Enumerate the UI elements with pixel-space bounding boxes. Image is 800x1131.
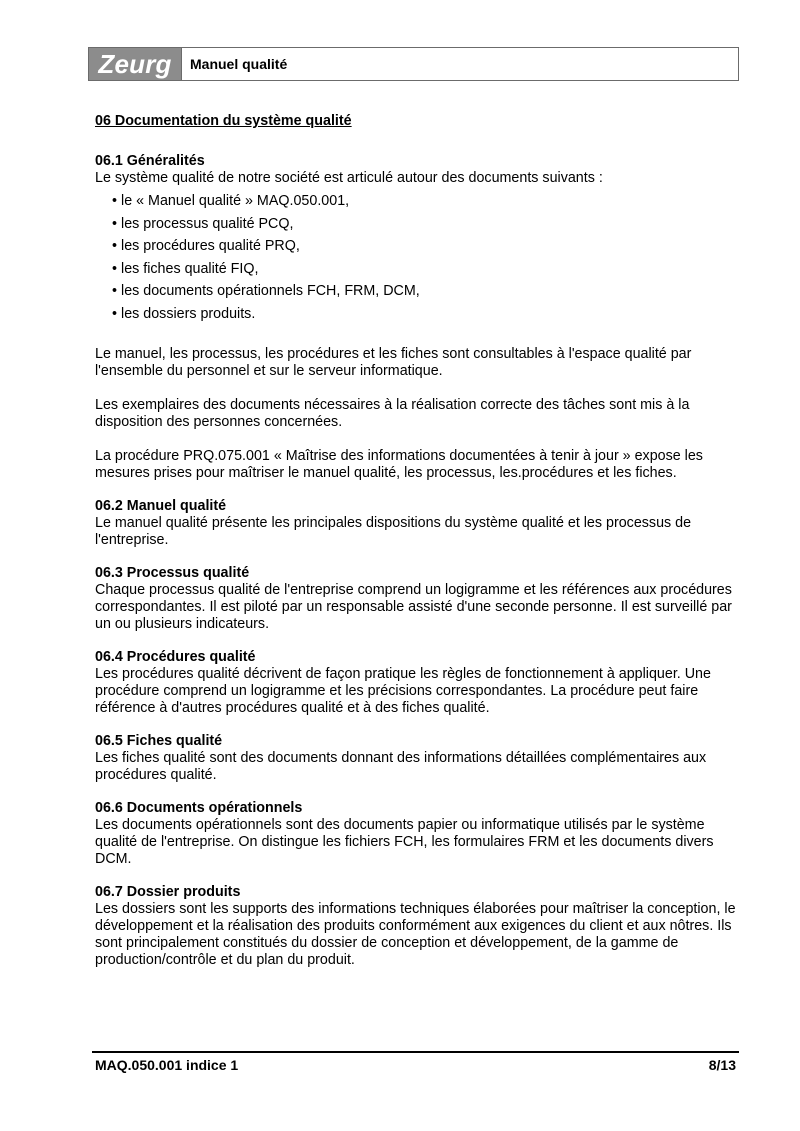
section-title-06-6: 06.6 Documents opérationnels bbox=[95, 800, 303, 816]
list-item: • les dossiers produits. bbox=[112, 303, 745, 326]
section-title-06-2: 06.2 Manuel qualité bbox=[95, 498, 227, 514]
section-title-06-3: 06.3 Processus qualité bbox=[95, 565, 250, 581]
chapter-title: 06 Documentation du système qualité bbox=[95, 113, 352, 129]
list-item: • les fiches qualité FIQ, bbox=[112, 258, 745, 281]
section-intro-06-1: Le système qualité de notre société est articulé autour des documents suivants : bbox=[95, 170, 603, 186]
section-title-06-7: 06.7 Dossier produits bbox=[95, 884, 241, 900]
section-text-06-5: Les fiches qualité sont des documents donnant des informations détaillées complémentaires aux procédures qualité. bbox=[95, 750, 707, 783]
list-item: • les documents opérationnels FCH, FRM, DCM, bbox=[112, 280, 745, 303]
section-text-06-7: Les dossiers sont les supports des informations techniques élaborées pour maîtriser la conception, le développement et la réalisation des produits conformément aux exigences du client et aux nôtres. Ils sont principalement constitués du dossier de conception et développement, de la gamme de production/contrôle et du plan du produit. bbox=[95, 901, 736, 968]
list-item: • les processus qualité PCQ, bbox=[112, 213, 745, 236]
paragraph-procedure-reference: La procédure PRQ.075.001 « Maîtrise des informations documentées à tenir à jour » expose les mesures prises pour maîtriser le manuel qualité, les processus, les.procédures et les fiches. bbox=[95, 448, 703, 481]
section-text-06-3: Chaque processus qualité de l'entreprise comprend un logigramme et les références aux procédures correspondantes. Il est piloté par un responsable assisté d'une seconde personne. Il est surveillé par un ou plusieurs indicateurs. bbox=[95, 582, 732, 632]
section-title-06-1: 06.1 Généralités bbox=[95, 153, 205, 169]
list-item: • les procédures qualité PRQ, bbox=[112, 235, 745, 258]
paragraph-consultation: Le manuel, les processus, les procédures et les fiches sont consultables à l'espace qualité par l'ensemble du personnel et sur le serveur informatique. bbox=[95, 346, 692, 379]
page-number: 8/13 bbox=[708, 1057, 736, 1073]
page-header bbox=[88, 47, 739, 81]
section-title-06-4: 06.4 Procédures qualité bbox=[95, 649, 256, 665]
document-list bbox=[95, 190, 745, 325]
document-reference: MAQ.050.001 indice 1 bbox=[95, 1057, 239, 1073]
section-text-06-4: Les procédures qualité décrivent de façon pratique les règles de fonctionnement à appliquer. Une procédure comprend un logigramme et les précisions correspondantes. La procédure peut faire référence à d'autres procédures qualité et à des fiches qualité. bbox=[95, 666, 711, 716]
section-text-06-2: Le manuel qualité présente les principales dispositions du système qualité et les processus de l'entreprise. bbox=[95, 515, 692, 548]
footer-divider bbox=[92, 1051, 739, 1053]
paragraph-copies: Les exemplaires des documents nécessaires à la réalisation correcte des tâches sont mis à la disposition des personnes concernées. bbox=[95, 397, 690, 430]
list-item: • le « Manuel qualité » MAQ.050.001, bbox=[112, 190, 745, 213]
section-title-06-5: 06.5 Fiches qualité bbox=[95, 733, 223, 749]
document-title: Manuel qualité bbox=[190, 56, 288, 72]
document-body bbox=[95, 113, 745, 969]
company-logo: Zeurg bbox=[89, 48, 182, 80]
section-text-06-6: Les documents opérationnels sont des documents papier ou informatique utilisés par le système qualité de l'entreprise. On distingue les fichiers FCH, les formulaires FRM et les documents divers DCM. bbox=[95, 817, 714, 867]
